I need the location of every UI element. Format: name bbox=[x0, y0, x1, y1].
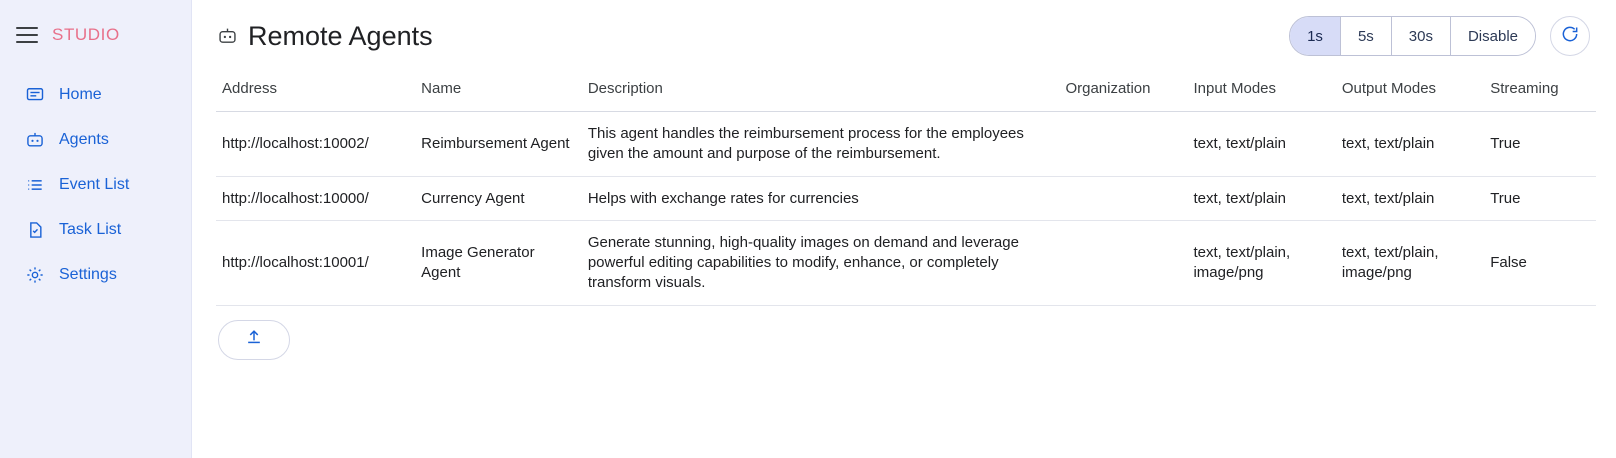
cell-name: Image Generator Agent bbox=[415, 221, 582, 305]
column-header-address: Address bbox=[216, 74, 415, 112]
hamburger-icon[interactable] bbox=[16, 27, 38, 43]
robot-icon bbox=[216, 25, 238, 47]
sidebar-item-agents[interactable] bbox=[0, 117, 191, 162]
page-title: Remote Agents bbox=[248, 20, 433, 51]
table-header-row bbox=[216, 74, 1596, 112]
cell-output-modes: text, text/plain bbox=[1336, 176, 1484, 221]
sidebar-item-event-list[interactable] bbox=[0, 162, 191, 207]
main-content bbox=[192, 0, 1616, 458]
refresh-icon bbox=[1560, 24, 1580, 49]
agents-table bbox=[216, 74, 1596, 306]
cell-output-modes: text, text/plain bbox=[1336, 112, 1484, 177]
table-row[interactable] bbox=[216, 221, 1596, 305]
cell-input-modes: text, text/plain bbox=[1187, 112, 1335, 177]
add-agent-upload-button[interactable] bbox=[218, 320, 290, 360]
event-list-icon bbox=[24, 174, 46, 196]
column-header-description: Description bbox=[582, 74, 1060, 112]
column-header-name: Name bbox=[415, 74, 582, 112]
cell-address: http://localhost:10001/ bbox=[216, 221, 415, 305]
table-row[interactable] bbox=[216, 112, 1596, 177]
cell-output-modes: text, text/plain, image/png bbox=[1336, 221, 1484, 305]
interval-option-1s[interactable]: 1s bbox=[1290, 17, 1341, 55]
sidebar-item-home[interactable] bbox=[0, 72, 191, 117]
cell-input-modes: text, text/plain, image/png bbox=[1187, 221, 1335, 305]
cell-description: Generate stunning, high-quality images on demand and leverage powerful editing capabilities to modify, enhance, or completely transform visuals. bbox=[582, 221, 1060, 305]
upload-icon bbox=[244, 327, 264, 352]
cell-organization bbox=[1059, 176, 1187, 221]
page-header bbox=[192, 0, 1616, 58]
header-controls bbox=[1289, 16, 1590, 56]
brand-label: STUDIO bbox=[52, 25, 120, 44]
sidebar-header bbox=[0, 12, 191, 58]
cell-organization bbox=[1059, 112, 1187, 177]
column-header-organization: Organization bbox=[1059, 74, 1187, 112]
refresh-interval-group bbox=[1289, 16, 1536, 56]
cell-name: Reimbursement Agent bbox=[415, 112, 582, 177]
sidebar-item-label: Event List bbox=[59, 175, 130, 193]
cell-organization bbox=[1059, 221, 1187, 305]
sidebar-item-settings[interactable] bbox=[0, 252, 191, 297]
sidebar-item-label: Agents bbox=[59, 130, 109, 148]
page-title-wrap bbox=[216, 4, 433, 67]
sidebar-item-label: Task List bbox=[59, 220, 122, 238]
sidebar-item-label: Home bbox=[59, 85, 102, 103]
table-body bbox=[216, 112, 1596, 306]
table-head bbox=[216, 74, 1596, 112]
table-row[interactable] bbox=[216, 176, 1596, 221]
cell-streaming: True bbox=[1484, 176, 1596, 221]
column-header-input-modes: Input Modes bbox=[1187, 74, 1335, 112]
refresh-button[interactable] bbox=[1550, 16, 1590, 56]
cell-description: Helps with exchange rates for currencies bbox=[582, 176, 1060, 221]
task-list-icon bbox=[24, 219, 46, 241]
cell-address: http://localhost:10000/ bbox=[216, 176, 415, 221]
agents-table-wrap bbox=[192, 74, 1616, 360]
cell-streaming: False bbox=[1484, 221, 1596, 305]
sidebar bbox=[0, 0, 192, 458]
interval-option-5s[interactable]: 5s bbox=[1341, 17, 1392, 55]
cell-address: http://localhost:10002/ bbox=[216, 112, 415, 177]
sidebar-item-label: Settings bbox=[59, 265, 117, 283]
column-header-output-modes: Output Modes bbox=[1336, 74, 1484, 112]
home-chat-icon bbox=[24, 84, 46, 106]
settings-gear-icon bbox=[24, 264, 46, 286]
column-header-streaming: Streaming bbox=[1484, 74, 1596, 112]
agents-robot-icon bbox=[24, 129, 46, 151]
cell-input-modes: text, text/plain bbox=[1187, 176, 1335, 221]
sidebar-nav bbox=[0, 72, 191, 297]
cell-streaming: True bbox=[1484, 112, 1596, 177]
interval-option-30s[interactable]: 30s bbox=[1392, 17, 1451, 55]
sidebar-item-task-list[interactable] bbox=[0, 207, 191, 252]
interval-option-disable[interactable]: Disable bbox=[1451, 17, 1535, 55]
cell-name: Currency Agent bbox=[415, 176, 582, 221]
cell-description: This agent handles the reimbursement process for the employees given the amount and purpose of the reimbursement. bbox=[582, 112, 1060, 177]
